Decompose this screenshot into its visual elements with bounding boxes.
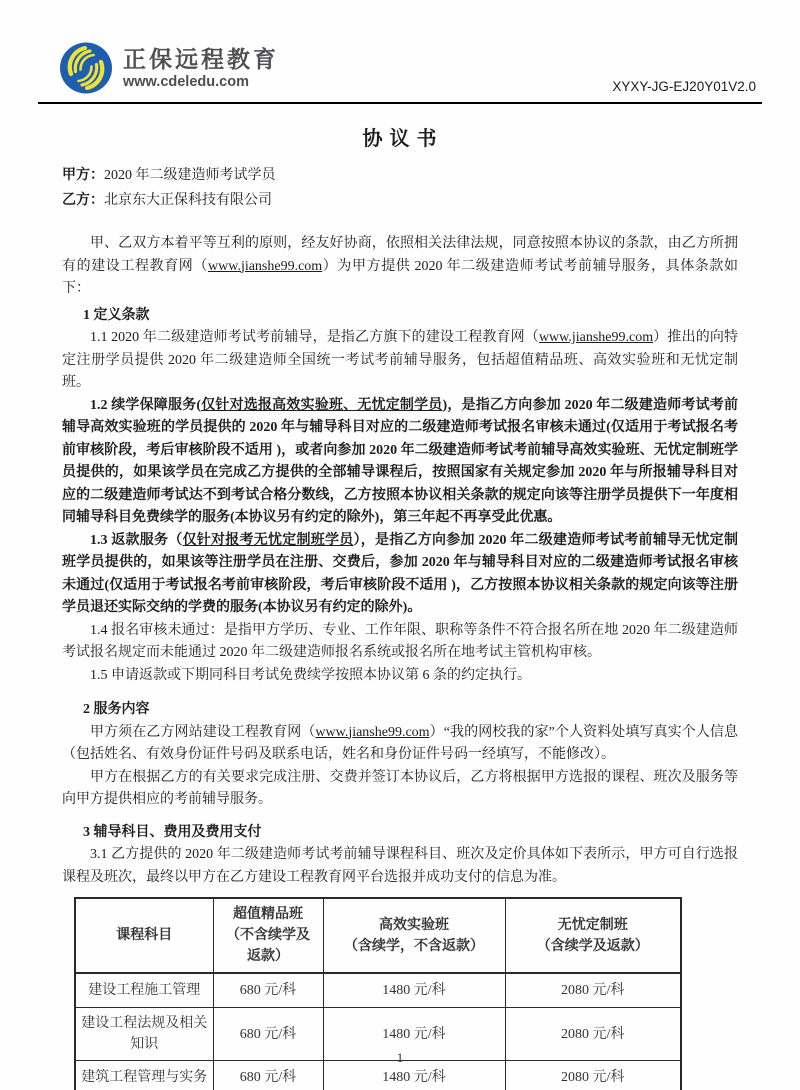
price-cell: 680 元/科 xyxy=(213,1008,323,1061)
clause-1-5: 1.5 申请返款或下期同科目考试免费续学按照本协议第 6 条的约定执行。 xyxy=(90,667,531,683)
jianshe99-link: www.jianshe99.com xyxy=(208,258,323,274)
logo-website-url: www.cdeledu.com xyxy=(123,73,249,90)
section-1-heading: 1 定义条款 xyxy=(83,307,150,323)
col-header-efficient-note: （含续学，不含返款） xyxy=(344,938,484,954)
col-header-custom-class xyxy=(505,898,681,973)
clause-1-2 xyxy=(62,395,738,530)
section-3-heading: 3 辅导科目、费用及费用支付 xyxy=(83,824,262,840)
party-b-line xyxy=(62,188,738,213)
price-cell: 1480 元/科 xyxy=(323,973,505,1008)
clause-1-3-pre: 1.3 返款服务（ xyxy=(90,532,183,548)
clause-1-4: 1.4 报名审核未通过：是指甲方学历、专业、工作年限、职称等条件不符合报名所在地 2020 年二级建造师考试报名规定而未能通过 2020 年二级建造师报名系统或报名所在地考试主管机构审核。 xyxy=(62,622,738,660)
price-cell: 1480 元/科 xyxy=(323,1008,505,1061)
subject-cell: 建筑工程管理与实务 xyxy=(75,1061,213,1090)
col-header-basic-class xyxy=(213,898,323,973)
table-header-row xyxy=(75,898,681,973)
clause-1-3-post: ），是指乙方向参加 2020 年二级建造师考试考前辅导无忧定制班学员提供的，如果该等注册学员在注册、交费后，参加 2020 年与辅导科目对应的二级建造师考试报名审核未通过(仅适用于考试报名考前审核阶段，考后审核阶段不适用 )，乙方按照本协议相关条款的规定向该等注册学员退还实际交纳的学费的服务(本协议另有约定的除外)。 xyxy=(62,532,738,615)
price-cell: 2080 元/科 xyxy=(505,1008,681,1061)
clause-2-1 xyxy=(62,722,738,767)
party-a-label: 甲方： xyxy=(62,168,104,183)
section-2-heading: 2 服务内容 xyxy=(83,702,150,717)
price-cell: 2080 元/科 xyxy=(505,973,681,1008)
document-code: XYXY-JG-EJ20Y01V2.0 xyxy=(612,79,756,94)
page-number: 1 xyxy=(396,1050,404,1065)
col-header-efficient-class xyxy=(323,898,505,973)
logo-text-block xyxy=(123,46,279,89)
clause-1-1-pre: 1.1 2020 年二级建造师考试考前辅导，是指乙方旗下的建设工程教育网（ xyxy=(90,330,539,345)
clause-1-3-underlined: 仅针对报考无忧定制班学员 xyxy=(182,532,354,548)
page-header xyxy=(58,40,756,96)
clause-2-1-pre: 甲方须在乙方网站建设工程教育网（ xyxy=(90,724,316,740)
clause-2-1-post: ）“我的网校我的家”个人资料处填写真实个人信息（包括姓名、有效身份证件号码及联系电话，姓名和身份证件号码一经填写，不能修改）。 xyxy=(62,724,738,762)
party-b-label: 乙方： xyxy=(62,193,104,208)
intro-text-pre: 甲、乙双方本着平等互利的原则，经友好协商，依照相关法律法规，同意按照本协议的条款，由乙方所拥有的建设工程教育网（ xyxy=(62,236,738,274)
intro-text-post: ）为甲方提供 2020 年二级建造师考试考前辅导服务，具体条款如下： xyxy=(62,258,739,296)
jianshe99-link: www.jianshe99.com xyxy=(315,724,430,740)
price-cell: 680 元/科 xyxy=(213,973,323,1008)
party-a-value: 2020 年二级建造师考试学员 xyxy=(104,168,276,183)
clause-1-3 xyxy=(62,530,738,620)
clause-1-2-underlined: 仅针对选报高效实验班、无忧定制学员) xyxy=(201,397,448,413)
clause-1-2-pre: 1.2 续学保障服务( xyxy=(90,397,202,413)
clause-1-1-post: ）推出的向特定注册学员提供 2020 年二级建造师全国统一考试考前辅导服务，包括超值精品班、高效实验班和无忧定制班。 xyxy=(62,330,739,390)
parties-block xyxy=(62,163,738,213)
subject-cell: 建设工程施工管理 xyxy=(75,973,213,1008)
party-b-value: 北京东大正保科技有限公司 xyxy=(104,193,272,208)
col-header-basic-note: （不含续学及返款） xyxy=(226,928,310,964)
jianshe99-link: www.jianshe99.com xyxy=(538,330,654,345)
intro-paragraph xyxy=(62,233,738,301)
clause-3-1: 3.1 乙方提供的 2020 年二级建造师考试考前辅导课程科目、班次及定价具体如下表所示，甲方可自行选报课程及班次，最终以甲方在乙方建设工程教育网平台选报并成功支付的信息为准。 xyxy=(62,847,738,885)
price-cell: 680 元/科 xyxy=(213,1061,323,1090)
clause-1-1 xyxy=(62,327,738,395)
price-cell: 1480 元/科 xyxy=(323,1061,505,1090)
document-body xyxy=(62,163,738,1090)
logo-swirl-icon xyxy=(58,40,114,96)
clause-1-2-post: ，是指乙方向参加 2020 年二级建造师考试考前辅导高效实验班的学员提供的 2020 年与辅导科目对应的二级建造师考试报名审核未通过(仅适用于考试报名考前审核阶段，考后审核阶段不适用 )，或者向参加 2020 年二级建造师考试考前辅导高效实验班、无忧定制班学员提供的，如果该学员在完成乙方提供的全部辅导课程后，按照国家有关规定参加 2020 年与所报辅导科目对应的二级建造师考试达不到考试合格分数线，乙方按照本协议相关条款的规定向该等注册学员提供下一年度相同辅导科目免费续学的服务(本协议另有约定的除外)，第三年起不再享受此优惠。 xyxy=(62,397,738,525)
col-header-basic-label: 超值精品班 xyxy=(233,907,303,922)
company-logo xyxy=(58,40,279,96)
col-header-subject xyxy=(75,898,213,973)
col-header-efficient-label: 高效实验班 xyxy=(379,917,449,933)
table-row xyxy=(75,973,681,1008)
col-header-custom-label: 无忧定制班 xyxy=(557,917,628,933)
col-header-custom-note: （含续学及返款） xyxy=(536,938,649,954)
header-divider xyxy=(38,102,762,104)
logo-company-name: 正保远程教育 xyxy=(123,46,279,73)
col-header-subject-label: 课程科目 xyxy=(116,928,173,943)
clause-2-2: 甲方在根据乙方的有关要求完成注册、交费并签订本协议后，乙方将根据甲方选报的课程、班次及服务等向甲方提供相应的考前辅导服务。 xyxy=(62,769,738,807)
subject-cell: 建设工程法规及相关知识 xyxy=(75,1008,213,1061)
document-title: 协 议 书 xyxy=(362,128,438,150)
price-cell: 2080 元/科 xyxy=(505,1061,681,1090)
party-a-line xyxy=(62,163,738,188)
